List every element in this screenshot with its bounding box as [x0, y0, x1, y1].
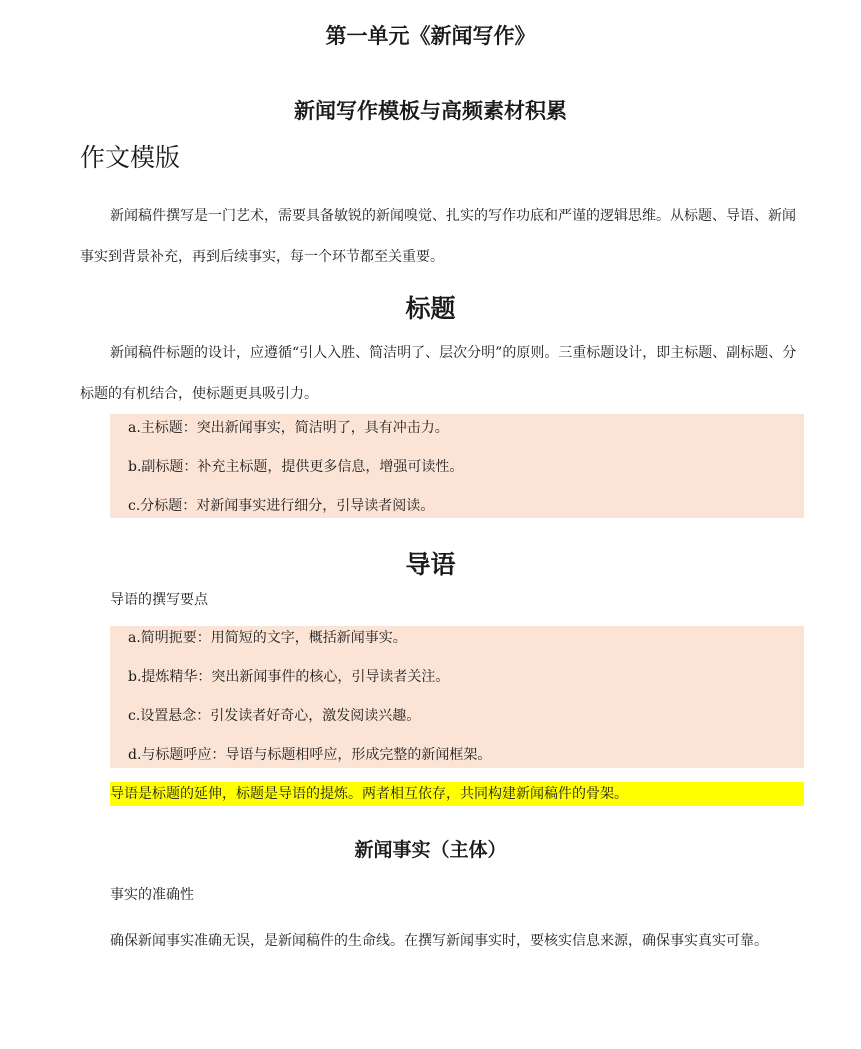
list-item: d.与标题呼应：导语与标题相呼应，形成完整的新闻框架。 — [128, 747, 492, 763]
lead-label: 导语的撰写要点 — [110, 592, 208, 608]
section-heading-template: 作文模版 — [80, 143, 181, 172]
headline-items-box — [110, 414, 804, 518]
list-item: b.副标题：补充主标题，提供更多信息，增强可读性。 — [128, 459, 464, 475]
intro-paragraph: 新闻稿件撰写是一门艺术，需要具备敏锐的新闻嗅觉、扎实的写作功底和严谨的逻辑思维。从标题、导语、新闻事实到背景补充，再到后续事实，每一个环节都至关重要。 — [80, 208, 796, 265]
fact-paragraph: 确保新闻事实准确无误，是新闻稿件的生命线。在撰写新闻事实时，要核实信息来源，确保事实真实可靠。 — [110, 933, 768, 949]
fact-label: 事实的准确性 — [110, 887, 194, 903]
headline-section-heading: 标题 — [405, 294, 456, 323]
document-subtitle: 新闻写作模板与高频素材积累 — [294, 98, 567, 123]
lead-highlight-note: 导语是标题的延伸，标题是导语的提炼。两者相互依存，共同构建新闻稿件的骨架。 — [110, 782, 804, 806]
list-item: a.主标题：突出新闻事实，简洁明了，具有冲击力。 — [128, 420, 449, 436]
list-item: a.简明扼要：用简短的文字，概括新闻事实。 — [128, 630, 407, 646]
document-title: 第一单元《新闻写作》 — [325, 23, 536, 48]
lead-items-box — [110, 626, 804, 768]
list-item: c.分标题：对新闻事实进行细分，引导读者阅读。 — [128, 498, 435, 514]
list-item: c.设置悬念：引发读者好奇心，激发阅读兴趣。 — [128, 708, 421, 724]
lead-section-heading: 导语 — [405, 550, 456, 579]
fact-section-heading: 新闻事实（主体） — [354, 839, 507, 861]
list-item: b.提炼精华：突出新闻事件的核心，引导读者关注。 — [128, 669, 450, 685]
headline-paragraph: 新闻稿件标题的设计，应遵循“引人入胜、简洁明了、层次分明”的原则。三重标题设计，即主标题、副标题、分标题的有机结合，使标题更具吸引力。 — [80, 345, 797, 402]
